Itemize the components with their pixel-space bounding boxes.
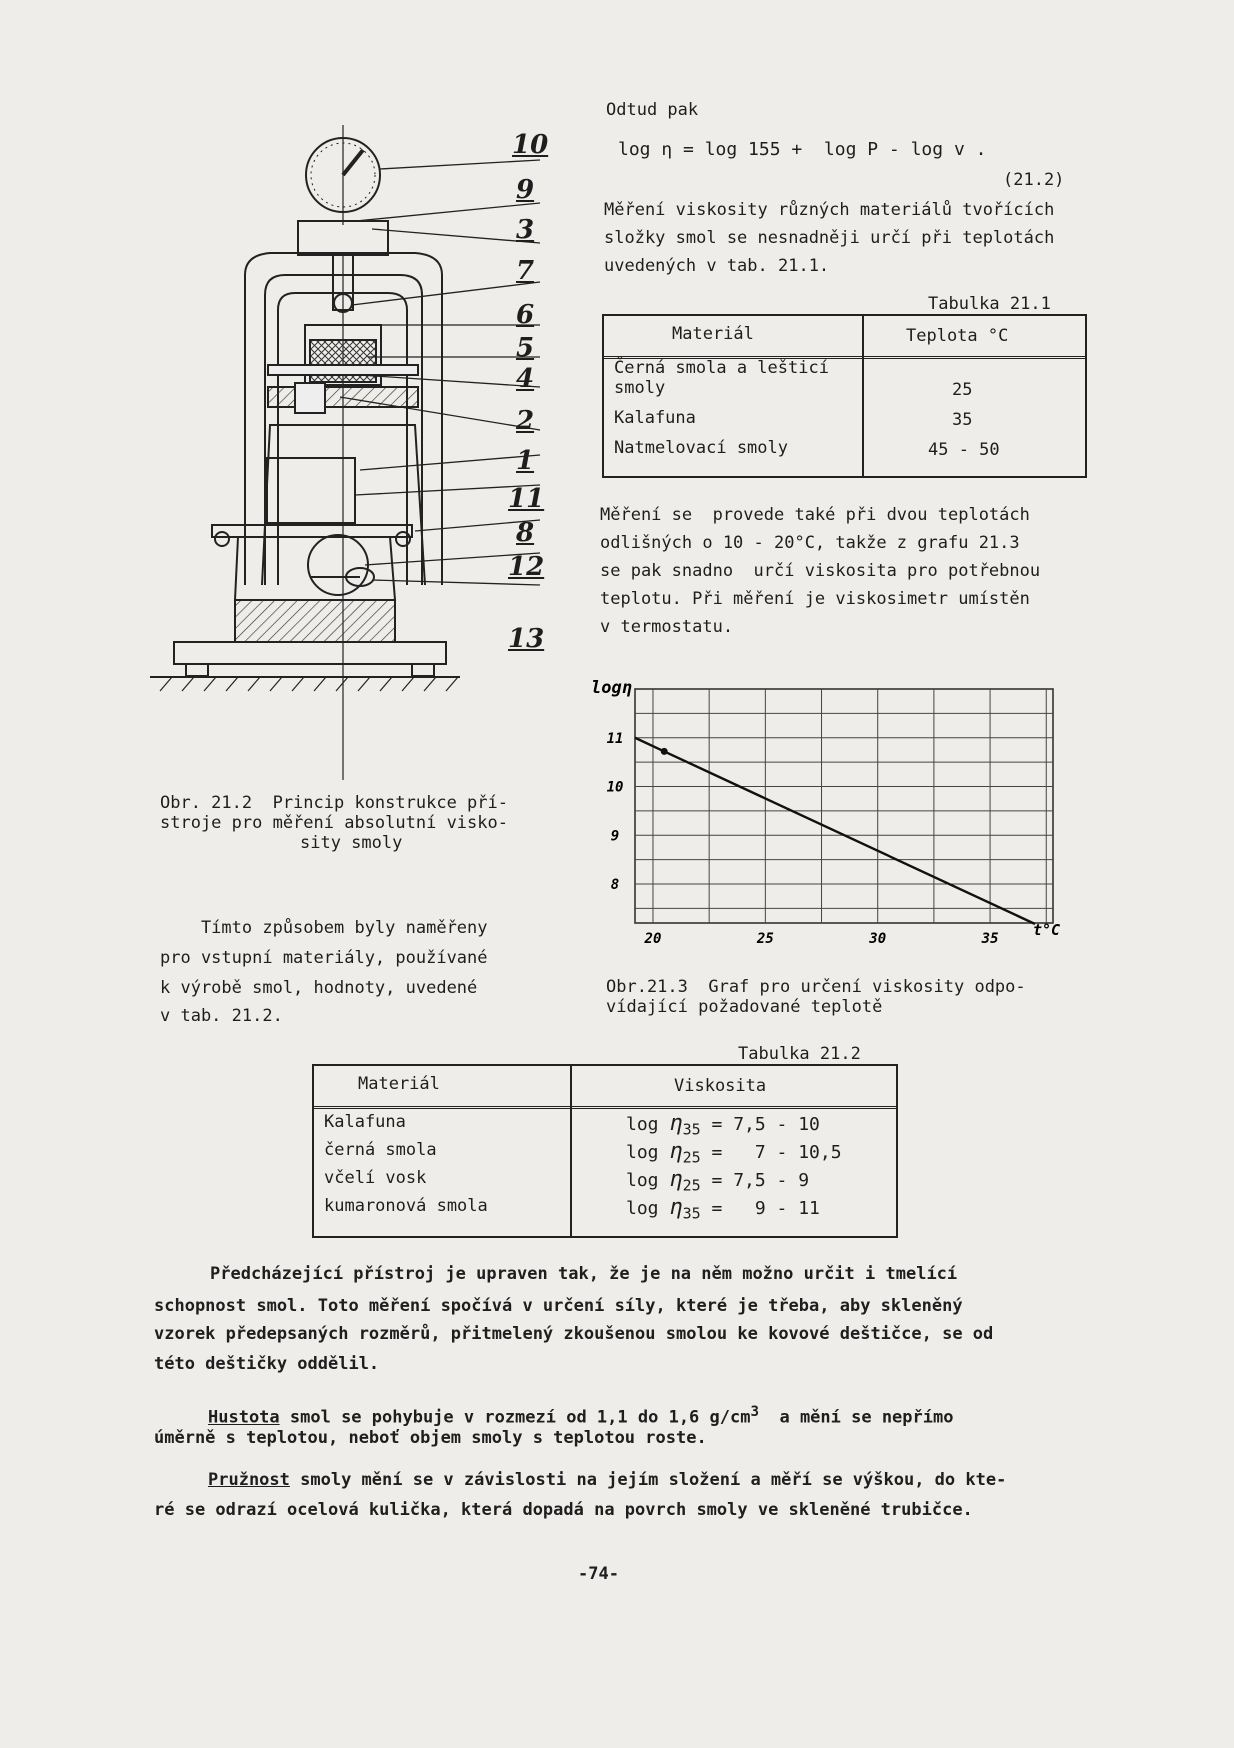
- paragraph2-line5: v termostatu.: [600, 617, 734, 637]
- chart-viscosity-line: [635, 738, 1035, 924]
- part-label-8: 8: [516, 518, 535, 548]
- table-21-2-header-viscosity: Viskosita: [674, 1076, 767, 1096]
- bottom-p2-line1: Hustota smol se pohybuje v rozmezí od 1,1 do 1,6 $g/cm^3$ a mění se nepřímo: [208, 1404, 954, 1428]
- bottom-p3-line2: ré se odrazí ocelová kulička, která dopadá na povrch smoly ve skleněné trubičce.: [154, 1500, 973, 1520]
- chart-ylabel: logη: [591, 678, 632, 698]
- chart-xlabel: t°C: [1033, 921, 1061, 939]
- table-21-1-header-temperature: Teplota °C: [906, 326, 1009, 346]
- table-21-1-row-2-material: Kalafuna: [614, 408, 696, 428]
- chart-marked-point: [661, 748, 668, 755]
- table-21-1-row-1-value: 25: [952, 380, 973, 400]
- part-label-10: 10: [512, 130, 549, 160]
- chart-x-tick-label: 25: [756, 931, 774, 947]
- bottom-p2-line2: úměrně s teplotou, neboť objem smoly s teplotou roste.: [154, 1428, 707, 1448]
- table-21-1: [602, 314, 1087, 478]
- chart-x-tick-label: 20: [644, 931, 662, 947]
- table-21-2-row-2-value: $\log \eta_{25} = 7 - 10,5$: [626, 1139, 842, 1167]
- figure-21-2-caption-line3: sity smoly: [300, 833, 403, 853]
- page-number: -74-: [578, 1564, 619, 1584]
- part-label-13: 13: [508, 624, 545, 654]
- bottom-p1-line2: schopnost smol. Toto měření spočívá v určení síly, které je třeba, aby skleněný: [154, 1296, 963, 1316]
- table-21-2-row-3-material: včelí vosk: [324, 1168, 427, 1188]
- figure-21-3-caption-line1: Obr.21.3 Graf pro určení viskosity odpo-: [606, 977, 1026, 997]
- part-label-3: 3: [516, 215, 535, 245]
- bottom-p3-line1: Pružnost smoly mění se v závislosti na jejím složení a měří se výškou, do kte-: [208, 1470, 1007, 1490]
- left-text-line3: k výrobě smol, hodnoty, uvedené: [160, 978, 478, 998]
- table-21-2-row-1-value: $\log \eta_{35} = 7,5 - 10$: [626, 1111, 820, 1139]
- apparatus-figure: [150, 125, 550, 780]
- paragraph2-line4: teplotu. Při měření je viskosimetr umístěn: [600, 589, 1030, 609]
- left-text-line1: Tímto způsobem byly naměřeny: [160, 918, 488, 938]
- figure-21-2-caption-line1: Obr. 21.2 Princip konstrukce pří-: [160, 793, 508, 813]
- figure-21-3-caption-line2: vídající požadované teplotě: [606, 997, 883, 1017]
- chart-y-tick-label: 8: [610, 877, 620, 893]
- formula-21-2: log η = log 155 + log P - log v .: [618, 139, 987, 160]
- table-21-1-title: Tabulka 21.1: [928, 294, 1051, 314]
- table-21-2-row-4-value: $\log \eta_{35} = 9 - 11$: [626, 1195, 820, 1223]
- paragraph2-line2: odlišných o 10 - 20°C, takže z grafu 21.3: [600, 533, 1020, 553]
- intro-text: Odtud pak: [606, 100, 699, 120]
- formula-number: (21.2): [1003, 170, 1065, 190]
- part-label-7: 7: [516, 256, 535, 286]
- paragraph1-line3: uvedených v tab. 21.1.: [604, 256, 830, 276]
- table-21-1-row-2-value: 35: [952, 410, 973, 430]
- table-21-2-row-4-material: kumaronová smola: [324, 1196, 488, 1216]
- chart-x-tick-label: 30: [869, 931, 887, 947]
- chart-x-tick-label: 35: [981, 931, 999, 947]
- part-label-11: 11: [508, 484, 545, 514]
- part-label-9: 9: [516, 175, 535, 205]
- term-density: Hustota: [208, 1407, 280, 1428]
- chart-y-tick-label: 10: [606, 779, 624, 796]
- viscosity-chart: [585, 675, 1075, 950]
- part-label-12: 12: [508, 552, 545, 582]
- table-21-1-row-3-value: 45 - 50: [928, 440, 1000, 460]
- table-21-2: [312, 1064, 898, 1238]
- bottom-p1-line1: Předcházející přístroj je upraven tak, že je na něm možno určit i tmelící: [210, 1264, 958, 1284]
- paragraph1-line1: Měření viskosity různých materiálů tvořících: [604, 200, 1055, 220]
- table-21-2-row-1-material: Kalafuna: [324, 1112, 406, 1132]
- part-label-5: 5: [516, 333, 535, 363]
- left-text-line2: pro vstupní materiály, používané: [160, 948, 488, 968]
- chart-y-tick-label: 11: [606, 730, 624, 747]
- table-21-1-header-material: Materiál: [672, 324, 754, 344]
- term-elasticity: Pružnost: [208, 1470, 290, 1490]
- left-text-line4: v tab. 21.2.: [160, 1006, 283, 1026]
- table-21-2-row-2-material: černá smola: [324, 1140, 437, 1160]
- paragraph1-line2: složky smol se nesnadněji určí při teplotách: [604, 228, 1055, 248]
- chart-grid: [635, 689, 1053, 923]
- paragraph2-line3: se pak snadno určí viskosita pro potřebnou: [600, 561, 1041, 581]
- paragraph2-line1: Měření se provede také při dvou teplotách: [600, 505, 1030, 525]
- table-21-2-row-3-value: $\log \eta_{25} = 7,5 - 9$: [626, 1167, 810, 1195]
- part-label-6: 6: [516, 300, 535, 330]
- chart-y-tick-label: 9: [610, 828, 620, 845]
- bottom-p1-line3: vzorek předepsaných rozměrů, přitmelený zkoušenou smolou ke kovové deštičce, se od: [154, 1324, 994, 1344]
- table-21-1-row-1-material: Černá smola a lešticí smoly: [614, 358, 829, 398]
- part-label-4: 4: [516, 364, 535, 394]
- part-label-1: 1: [516, 446, 535, 476]
- chart-tick-labels: [607, 731, 999, 947]
- table-21-2-header-material: Materiál: [358, 1074, 440, 1094]
- bottom-p1-line4: této deštičky oddělil.: [154, 1354, 380, 1374]
- chart-series: [635, 738, 1035, 924]
- table-21-2-title: Tabulka 21.2: [738, 1044, 861, 1064]
- figure-21-2-caption-line2: stroje pro měření absolutní visko-: [160, 813, 508, 833]
- table-21-1-row-3-material: Natmelovací smoly: [614, 438, 788, 458]
- part-label-2: 2: [516, 406, 535, 436]
